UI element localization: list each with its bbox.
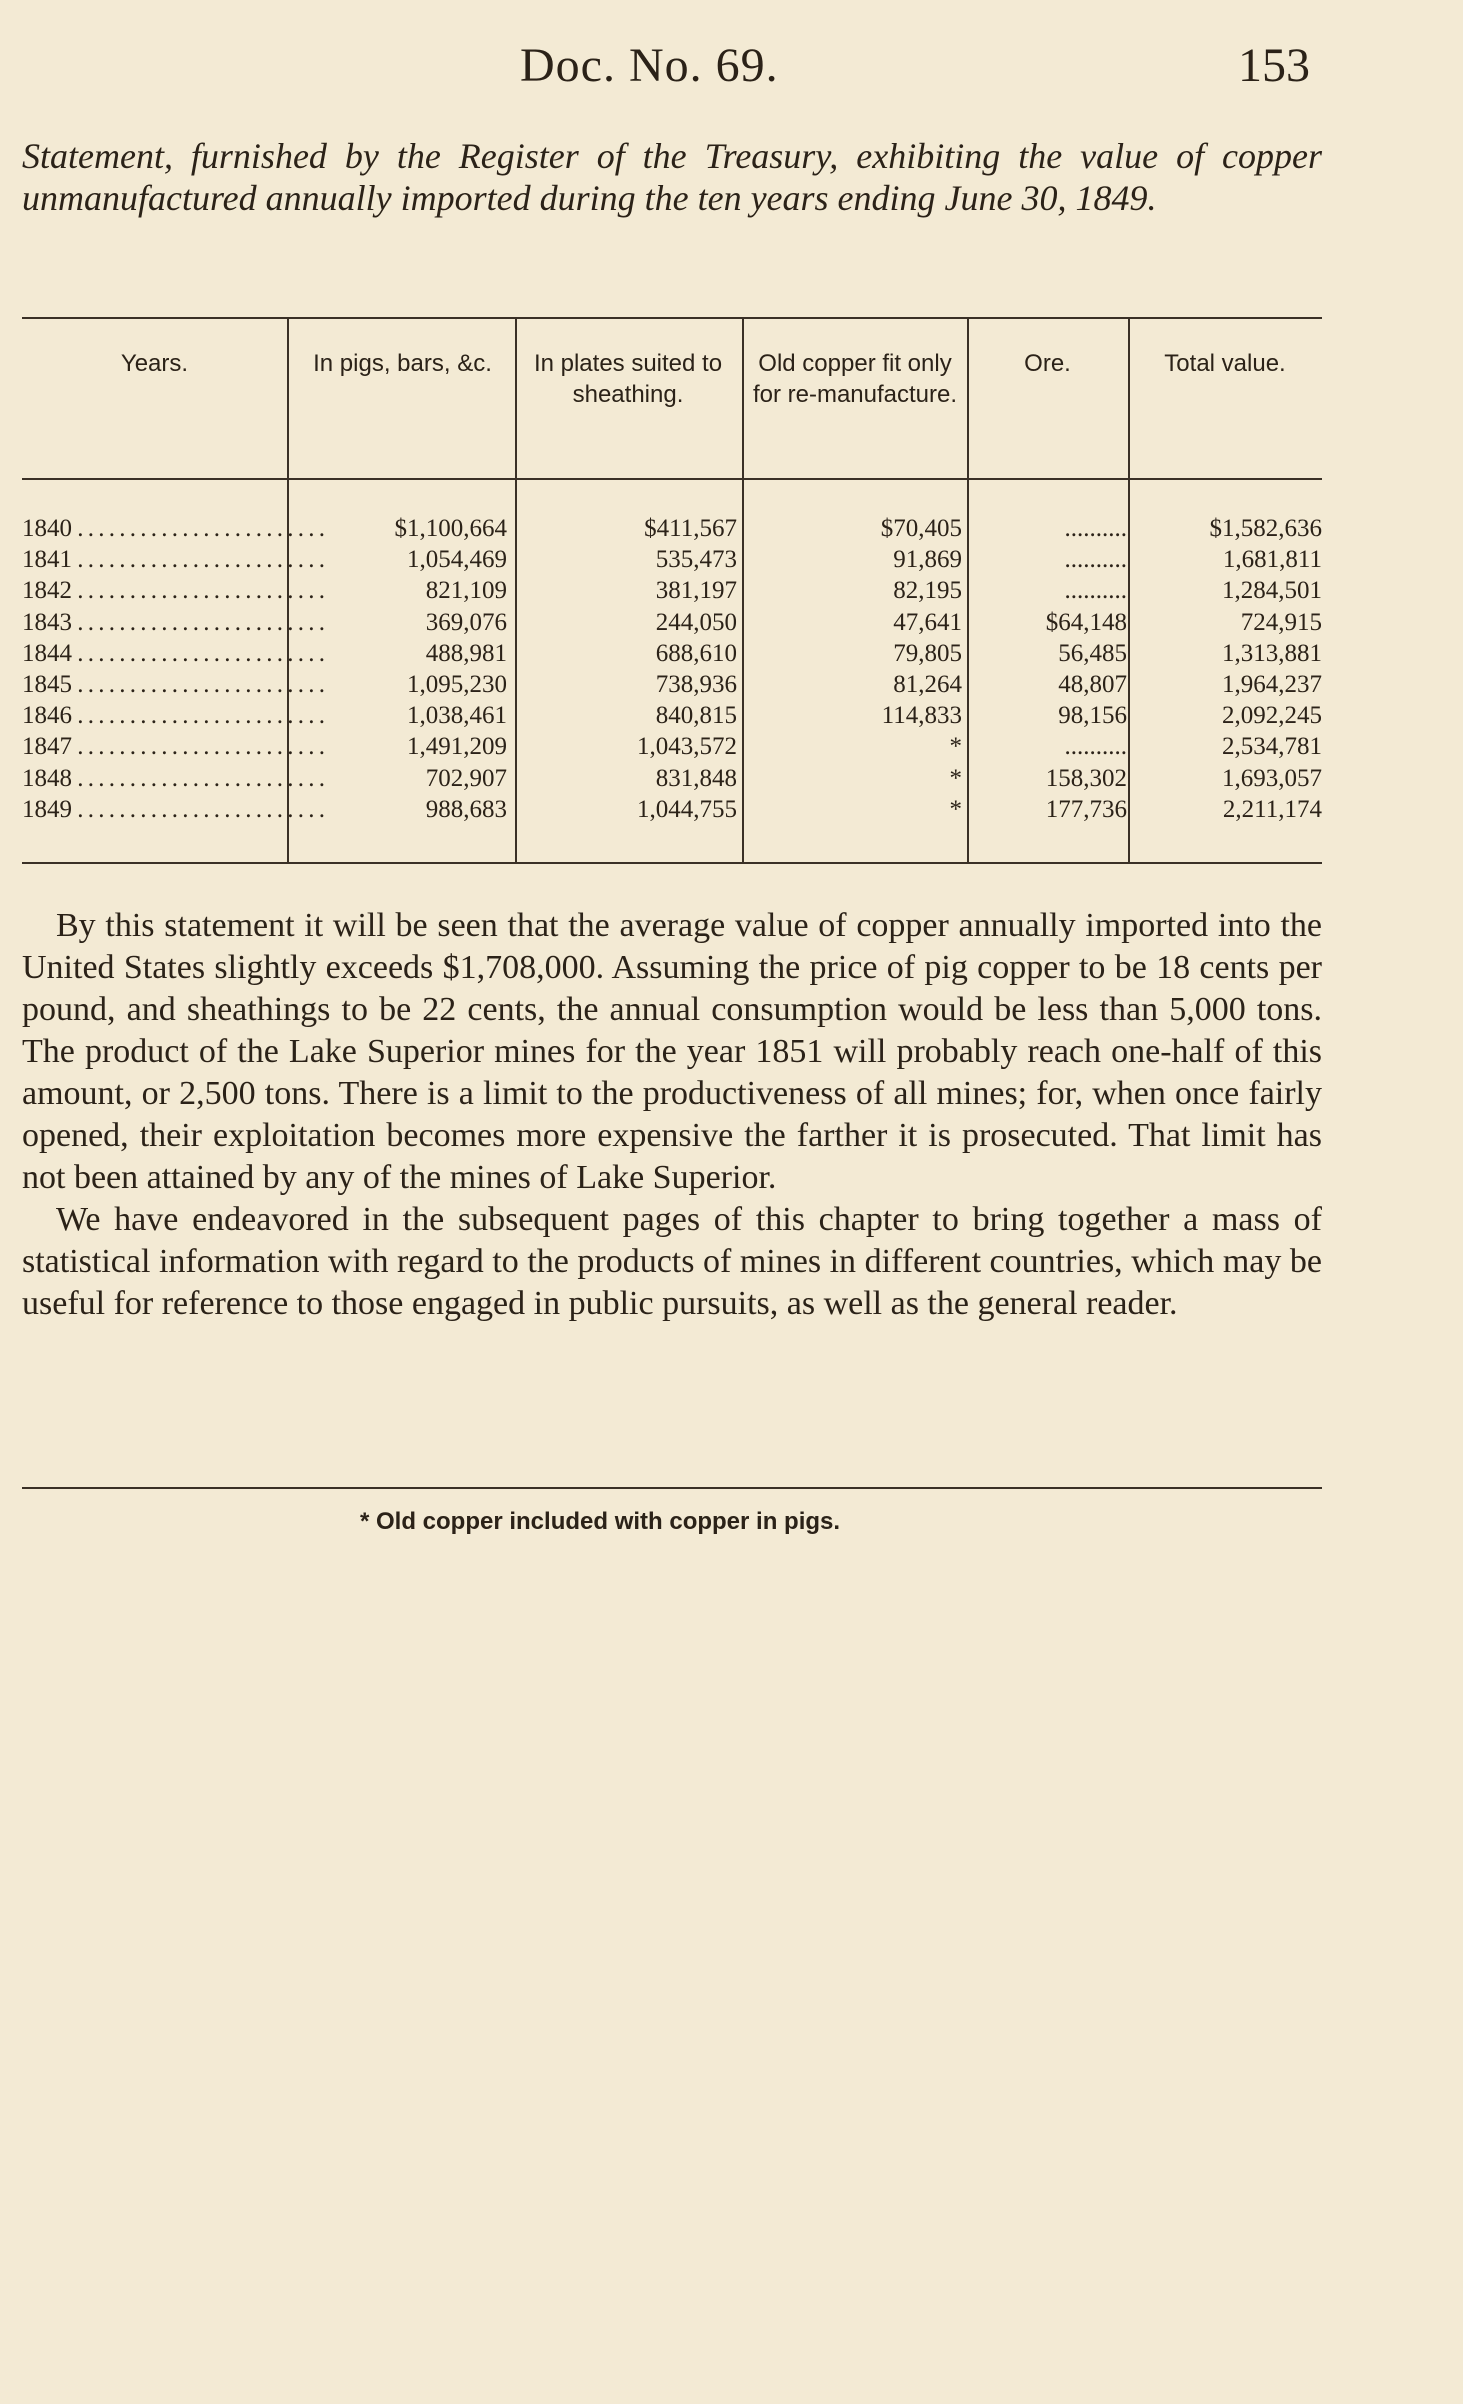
cell-plates: 840,815	[655, 702, 737, 730]
cell-plates: 1,043,572	[637, 733, 737, 761]
column-header-pigs: In pigs, bars, &c.	[313, 350, 492, 377]
cell-ore: ..........	[1064, 733, 1127, 761]
cell-total: 724,915	[1240, 608, 1322, 636]
cell-pigs: 1,038,461	[407, 702, 507, 730]
cell-total: $1,582,636	[1209, 515, 1322, 542]
cell-total: 2,534,781	[1222, 733, 1322, 761]
year-cell	[22, 546, 324, 574]
year-label: 1843	[22, 608, 72, 636]
cell-total: 1,284,501	[1222, 577, 1322, 605]
year-label: 1841	[22, 546, 72, 574]
table-row	[22, 765, 1322, 796]
table-row	[22, 733, 1322, 764]
leader-dots: . . . . . . . . . . . . . . . . . . . . . . . .	[72, 577, 324, 605]
cell-pigs: 1,054,469	[407, 546, 507, 574]
cell-pigs: 702,907	[425, 764, 507, 792]
table-row	[22, 577, 1322, 608]
leader-dots: . . . . . . . . . . . . . . . . . . . . . . . .	[72, 764, 324, 792]
year-label: 1844	[22, 639, 72, 667]
table-row	[22, 796, 1322, 827]
cell-ore: ..........	[1064, 546, 1127, 574]
cell-ore: 158,302	[1045, 764, 1127, 792]
cell-plates: $411,567	[644, 515, 737, 542]
cell-old: 91,869	[893, 546, 962, 574]
table-row	[22, 609, 1322, 640]
table-top-rule	[22, 317, 1322, 319]
table-row	[22, 515, 1322, 546]
cell-total: 2,092,245	[1222, 702, 1322, 730]
cell-old: 81,264	[893, 671, 962, 698]
leader-dots: . . . . . . . . . . . . . . . . . . . . . . . .	[72, 671, 324, 698]
cell-ore: 177,736	[1045, 795, 1127, 823]
year-cell	[22, 608, 324, 637]
cell-plates: 738,936	[655, 671, 737, 698]
cell-plates: 535,473	[655, 546, 737, 574]
column-header-total: Total value.	[1164, 350, 1286, 377]
body-text	[22, 905, 1322, 1325]
leader-dots: . . . . . . . . . . . . . . . . . . . . . . . .	[72, 546, 324, 574]
table-bottom-rule	[22, 862, 1322, 864]
cell-ore: 48,807	[1058, 671, 1127, 698]
cell-old: $70,405	[880, 515, 962, 542]
header-bottom-rule	[22, 478, 1322, 480]
document-number: Doc. No. 69.	[520, 39, 779, 92]
cell-total: 1,964,237	[1222, 671, 1322, 698]
year-cell	[22, 764, 324, 793]
year-label: 1840	[22, 515, 72, 542]
year-cell	[22, 639, 324, 668]
cell-plates: 244,050	[655, 608, 737, 636]
cell-pigs: 1,095,230	[407, 671, 507, 698]
cell-ore: 56,485	[1058, 639, 1127, 667]
cell-old: *	[949, 733, 962, 761]
cell-old: *	[949, 764, 962, 792]
year-cell	[22, 702, 324, 730]
leader-dots: . . . . . . . . . . . . . . . . . . . . . . . .	[72, 639, 324, 667]
year-label: 1848	[22, 764, 72, 792]
year-label: 1849	[22, 795, 72, 823]
footnote-rule	[22, 1487, 1322, 1489]
page-number: 153	[1238, 39, 1310, 92]
cell-old: *	[949, 795, 962, 823]
table-caption: Statement, furnished by the Register of the Treasury, exhibiting the value of copper unmanufactured annually imported during the ten years ending June 30, 1849.	[22, 136, 1322, 218]
cell-pigs: 488,981	[425, 639, 507, 667]
year-label: 1847	[22, 733, 72, 761]
cell-old: 82,195	[893, 577, 962, 605]
cell-plates: 831,848	[655, 764, 737, 792]
cell-ore: $64,148	[1045, 608, 1127, 636]
footnote: * Old copper included with copper in pigs.	[360, 1508, 841, 1535]
table-row	[22, 671, 1322, 702]
cell-plates: 381,197	[655, 577, 737, 605]
cell-plates: 688,610	[655, 639, 737, 667]
column-header-plates: In plates suited to sheathing.	[533, 350, 723, 408]
leader-dots: . . . . . . . . . . . . . . . . . . . . . . . .	[72, 515, 324, 542]
year-cell	[22, 671, 324, 699]
cell-old: 47,641	[893, 608, 962, 636]
year-label: 1845	[22, 671, 72, 698]
year-cell	[22, 577, 324, 605]
year-label: 1842	[22, 577, 72, 605]
cell-total: 1,681,811	[1222, 546, 1322, 574]
leader-dots: . . . . . . . . . . . . . . . . . . . . . . . .	[72, 608, 324, 636]
column-header-years: Years.	[120, 350, 189, 377]
table-row	[22, 640, 1322, 671]
table-row	[22, 546, 1322, 577]
cell-pigs: 1,491,209	[407, 733, 507, 761]
cell-old: 79,805	[893, 639, 962, 667]
year-cell	[22, 795, 324, 824]
year-cell	[22, 515, 324, 543]
page-header	[0, 38, 1463, 98]
cell-plates: 1,044,755	[637, 795, 737, 823]
leader-dots: . . . . . . . . . . . . . . . . . . . . . . . .	[72, 702, 324, 730]
cell-total: 1,693,057	[1222, 764, 1322, 792]
year-cell	[22, 733, 324, 761]
cell-ore: ..........	[1064, 515, 1127, 542]
cell-pigs: $1,100,664	[394, 515, 507, 542]
body-paragraph: We have endeavored in the subsequent pages of this chapter to bring together a mass of statistical information with regard to the products of mines in different countries, which may be useful for reference to those engaged in public pursuits, as well as the general reader.	[22, 1201, 1322, 1322]
cell-pigs: 821,109	[425, 577, 507, 605]
leader-dots: . . . . . . . . . . . . . . . . . . . . . . . .	[72, 733, 324, 761]
cell-old: 114,833	[881, 702, 962, 730]
cell-pigs: 369,076	[425, 608, 507, 636]
column-header-ore: Ore.	[1024, 350, 1071, 377]
cell-pigs: 988,683	[425, 795, 507, 823]
cell-ore: 98,156	[1058, 702, 1127, 730]
column-header-old-copper: Old copper fit only for re-manufacture.	[752, 350, 958, 408]
body-paragraph: By this statement it will be seen that the average value of copper annually imported into the United States slightly exceeds $1,708,000. Assuming the price of pig copper to be 18 cents per pound, and sheathings to be 22 cents, the annual consumption would be less than 5,000 tons. The product of the Lake Superior mines for the year 1851 will probably reach one-half of this amount, or 2,500 tons. There is a limit to the productiveness of all mines; for, when once fairly opened, their exploitation becomes more expensive the farther it is prosecuted. That limit has not been attained by any of the mines of Lake Superior.	[22, 907, 1322, 1196]
cell-total: 1,313,881	[1222, 639, 1322, 667]
year-label: 1846	[22, 702, 72, 730]
table-row	[22, 702, 1322, 733]
cell-total: 2,211,174	[1222, 795, 1322, 823]
cell-ore: ..........	[1064, 577, 1127, 605]
leader-dots: . . . . . . . . . . . . . . . . . . . . . . . .	[72, 795, 324, 823]
